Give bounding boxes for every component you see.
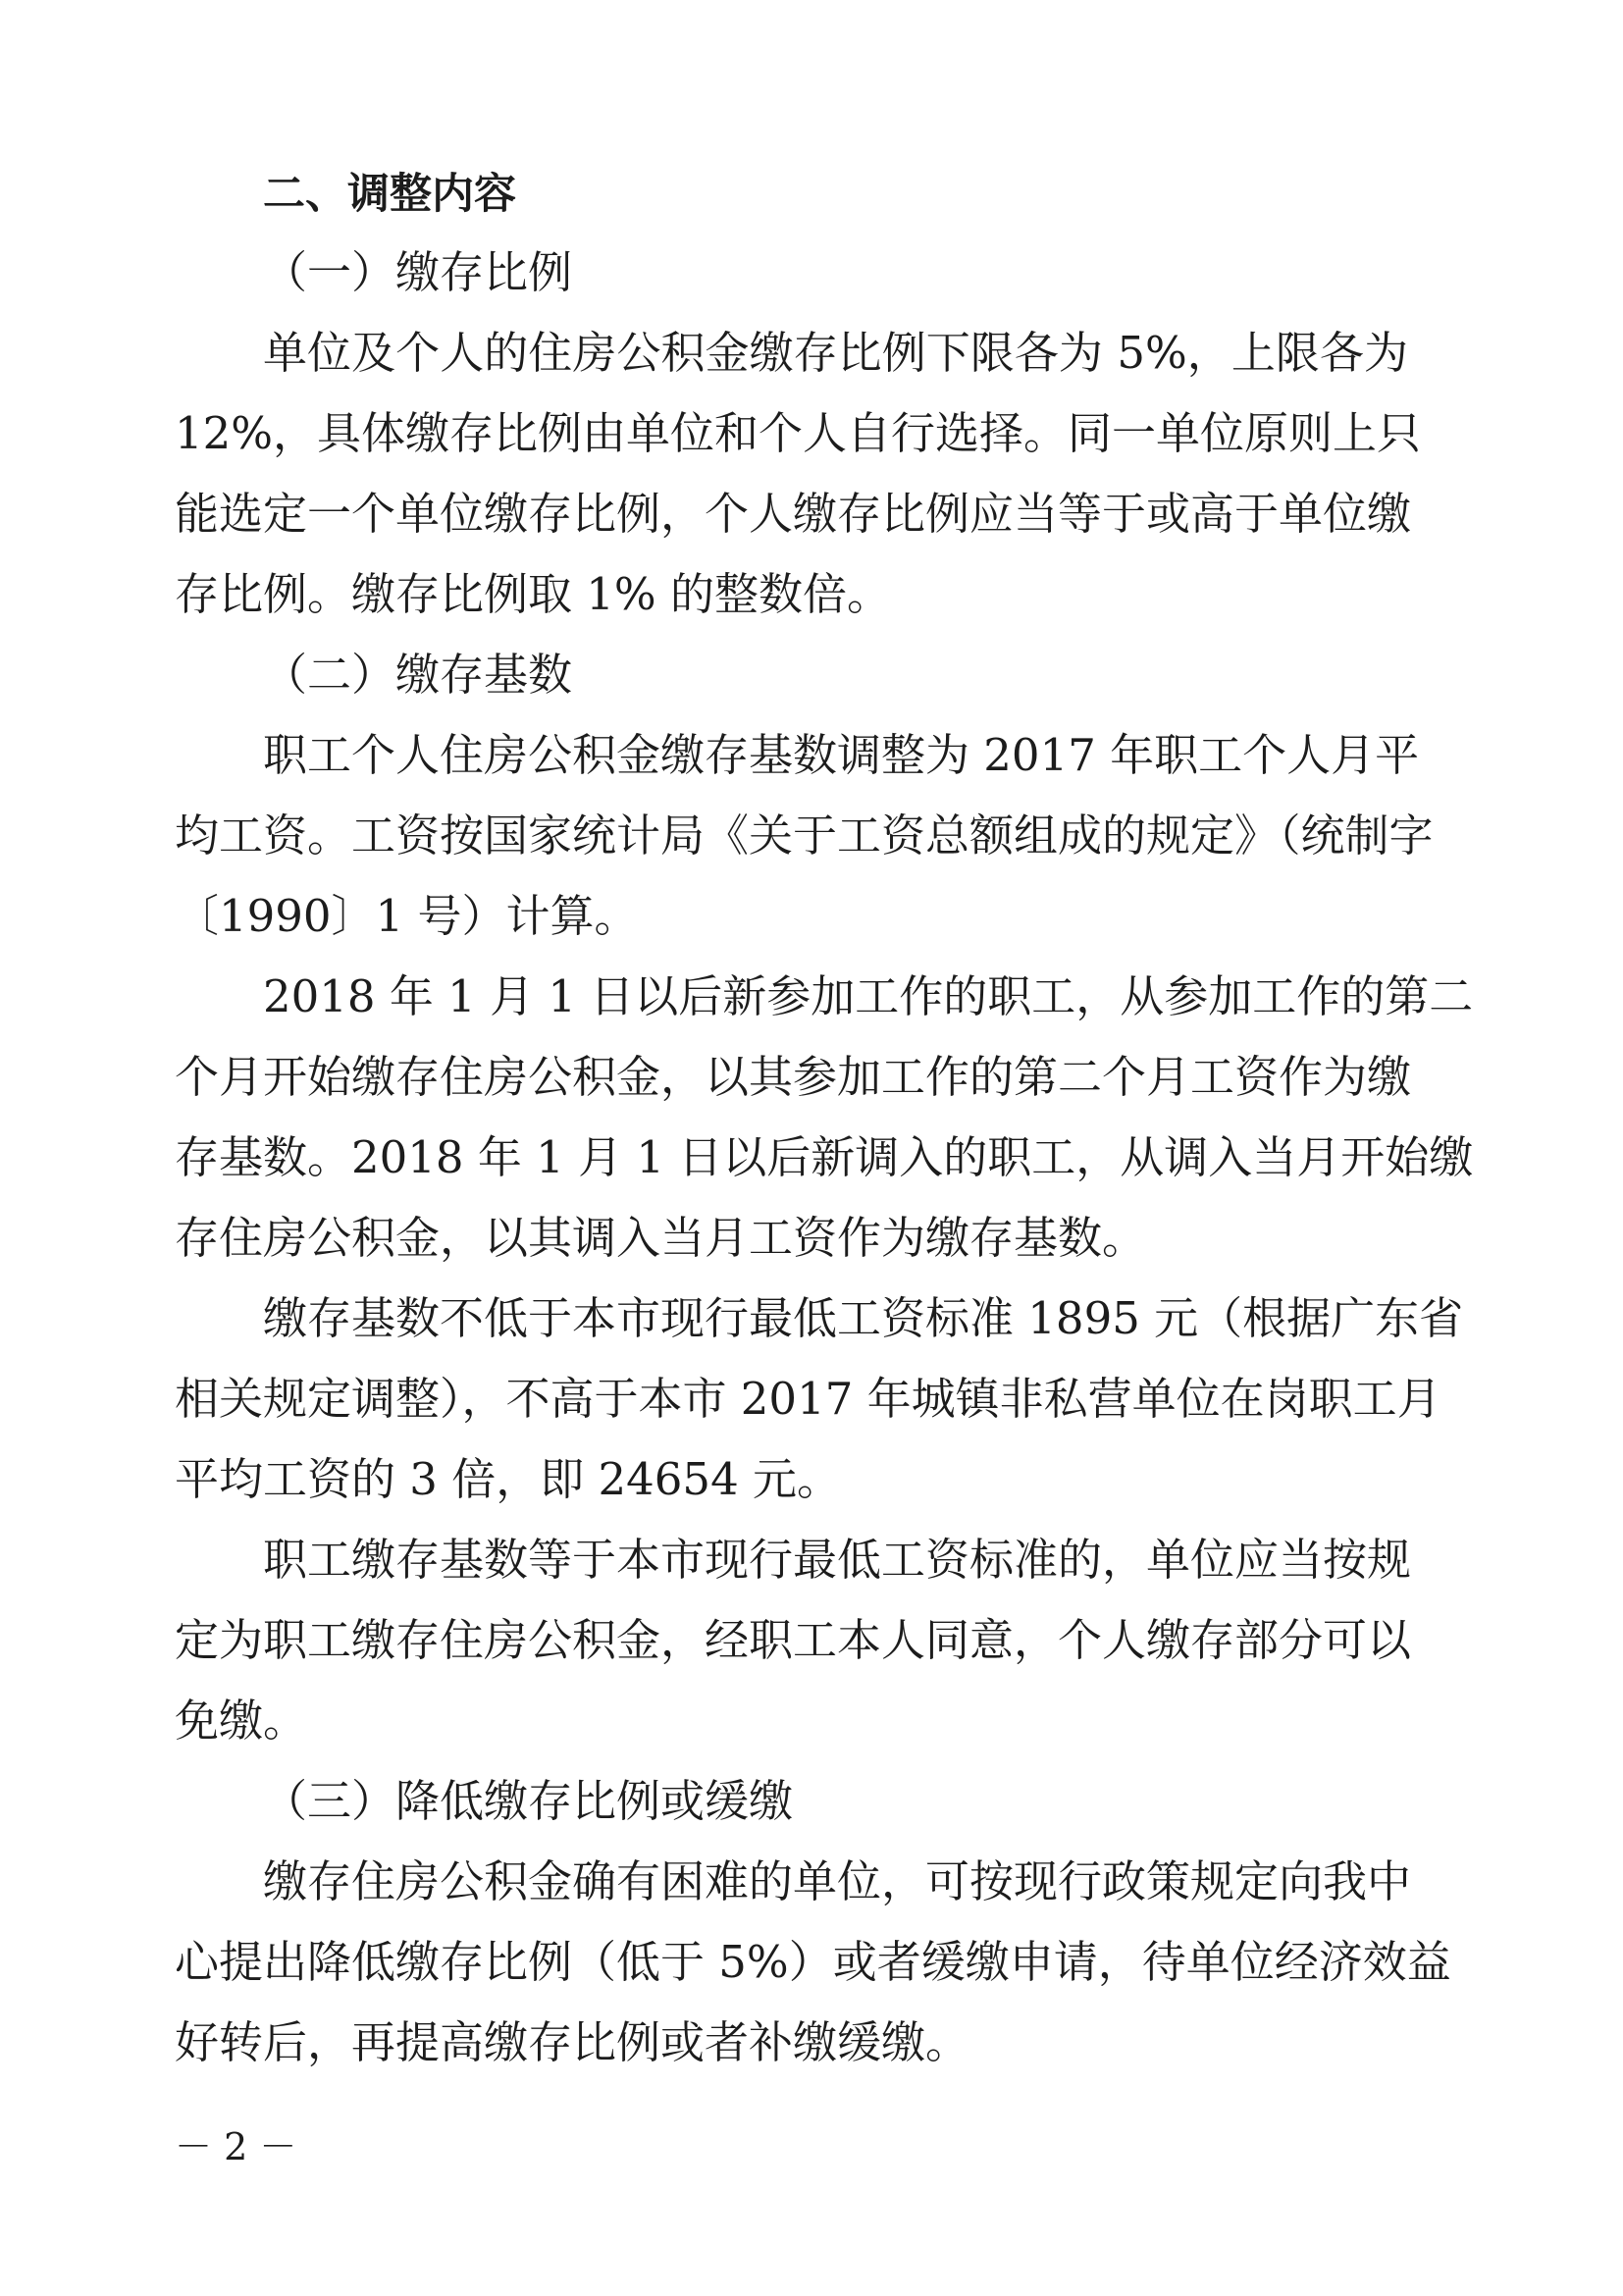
page-number: － 2 －: [175, 2125, 297, 2168]
subsection-heading-2: （二）缴存基数: [263, 649, 573, 701]
paragraph-line: 存住房公积金，以其调入当月工资作为缴存基数。: [175, 1212, 1147, 1264]
paragraph-line: 单位及个人的住房公积金缴存比例下限各为 5%，上限各为: [263, 327, 1408, 379]
paragraph-line: 能选定一个单位缴存比例，个人缴存比例应当等于或高于单位缴: [175, 488, 1412, 540]
paragraph-line: 2018 年 1 月 1 日以后新参加工作的职工，从参加工作的第二: [263, 970, 1474, 1022]
subsection-heading-3: （三）降低缴存比例或缓缴: [263, 1775, 794, 1827]
paragraph-line: 12%，具体缴存比例由单位和个人自行选择。同一单位原则上只: [175, 407, 1422, 459]
paragraph-line: 缴存基数不低于本市现行最低工资标准 1895 元（根据广东省: [263, 1292, 1464, 1344]
paragraph-line: 存基数。2018 年 1 月 1 日以后新调入的职工，从调入当月开始缴: [175, 1131, 1474, 1183]
paragraph-line: 职工缴存基数等于本市现行最低工资标准的，单位应当按规: [263, 1534, 1412, 1586]
paragraph-line: 定为职工缴存住房公积金，经职工本人同意，个人缴存部分可以: [175, 1614, 1412, 1666]
subsection-heading-1: （一）缴存比例: [263, 246, 573, 298]
paragraph-line: 心提出降低缴存比例（低于 5%）或者缓缴申请，待单位经济效益: [175, 1936, 1451, 1988]
paragraph-line: 相关规定调整），不高于本市 2017 年城镇非私营单位在岗职工月: [175, 1373, 1441, 1425]
paragraph-line: 个月开始缴存住房公积金，以其参加工作的第二个月工资作为缴: [175, 1051, 1412, 1103]
paragraph-line: 存比例。缴存比例取 1% 的整数倍。: [175, 568, 891, 620]
paragraph-line: 平均工资的 3 倍，即 24654 元。: [175, 1453, 841, 1505]
paragraph-line: 〔1990〕1 号）计算。: [175, 890, 639, 942]
section-title: 二、调整内容: [263, 170, 516, 219]
paragraph-line: 好转后，再提高缴存比例或者补缴缓缴。: [175, 2016, 970, 2068]
paragraph-line: 均工资。工资按国家统计局《关于工资总额组成的规定》（统制字: [175, 809, 1434, 861]
paragraph-line: 缴存住房公积金确有困难的单位，可按现行政策规定向我中: [263, 1855, 1412, 1907]
paragraph-line: 免缴。: [175, 1695, 308, 1747]
paragraph-line: 职工个人住房公积金缴存基数调整为 2017 年职工个人月平: [263, 729, 1420, 781]
